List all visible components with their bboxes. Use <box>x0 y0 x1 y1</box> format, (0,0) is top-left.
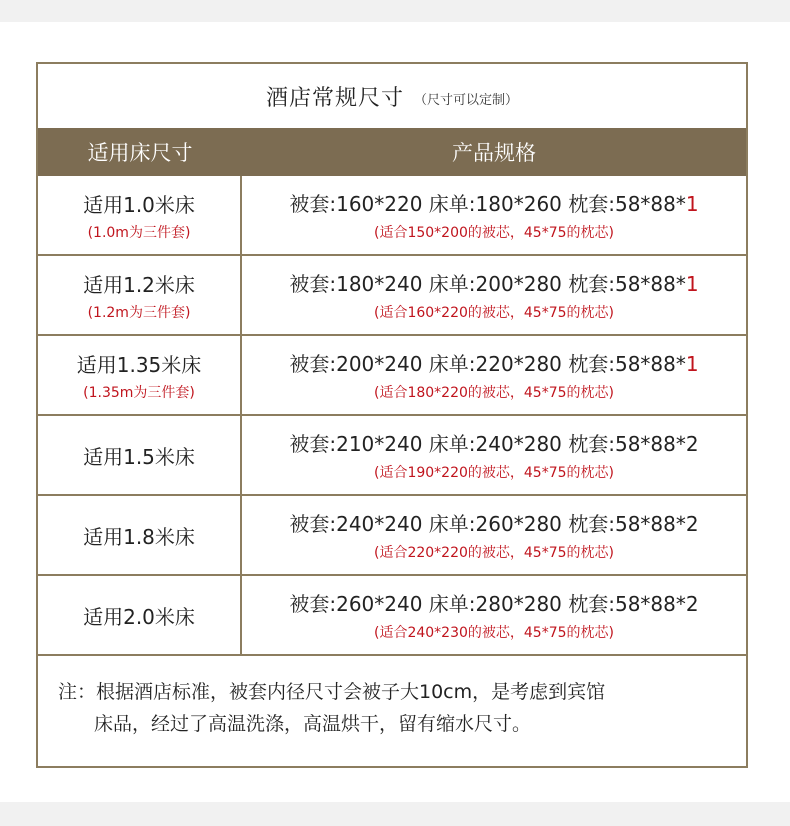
bed-size-cell <box>38 416 242 494</box>
title-sub: （尺寸可以定制） <box>414 92 519 108</box>
pillow-quantity: 2 <box>685 432 699 456</box>
spec-dimensions <box>289 348 698 377</box>
spec-dimensions-text: 被套:240*240 床单:260*280 枕套:58*88* <box>289 512 686 536</box>
bed-size-label: 适用1.35米床 <box>76 352 202 377</box>
bed-size-label: 适用1.2米床 <box>83 272 195 297</box>
footnote <box>38 658 746 766</box>
spec-filling-note: (适合180*220的被芯，45*75的枕芯) <box>374 385 614 401</box>
spec-cell <box>242 416 746 494</box>
footnote-line-1: 注：根据酒店标准，被套内径尺寸会被子大10cm，是考虑到宾馆 <box>58 681 606 703</box>
header-bed-size: 适用床尺寸 <box>87 141 193 165</box>
spec-dimensions-text: 被套:180*240 床单:200*280 枕套:58*88* <box>289 272 686 296</box>
table-title <box>38 64 746 128</box>
spec-dimensions <box>289 588 698 617</box>
spec-dimensions-text: 被套:160*220 床单:180*260 枕套:58*88* <box>289 192 686 216</box>
bed-set-note: (1.0m为三件套) <box>87 224 191 241</box>
bed-size-cell <box>38 336 242 414</box>
spec-dimensions <box>289 188 698 217</box>
spec-cell <box>242 256 746 334</box>
table-row <box>38 576 746 656</box>
pillow-quantity: 1 <box>685 272 699 296</box>
size-table <box>36 62 748 768</box>
title-main: 酒店常规尺寸 <box>265 85 404 111</box>
spec-filling-note: (适合220*220的被芯，45*75的枕芯) <box>374 545 614 561</box>
footnote-line-2: 床品，经过了高温洗涤，高温烘干，留有缩水尺寸。 <box>94 713 532 735</box>
spec-filling-note: (适合240*230的被芯，45*75的枕芯) <box>374 625 614 641</box>
bed-size-label: 适用1.0米床 <box>83 192 195 217</box>
size-card <box>0 22 790 802</box>
pillow-quantity: 1 <box>685 192 699 216</box>
bed-size-cell <box>38 576 242 654</box>
pillow-quantity: 2 <box>685 512 699 536</box>
pillow-quantity: 1 <box>685 352 699 376</box>
table-row <box>38 336 746 416</box>
bed-size-label: 适用1.5米床 <box>83 444 195 469</box>
spec-dimensions <box>289 268 698 297</box>
spec-dimensions <box>289 508 698 537</box>
spec-filling-note: (适合150*200的被芯，45*75的枕芯) <box>374 225 614 241</box>
table-row <box>38 256 746 336</box>
spec-dimensions-text: 被套:260*240 床单:280*280 枕套:58*88* <box>289 592 686 616</box>
table-row <box>38 416 746 496</box>
table-row <box>38 496 746 576</box>
spec-dimensions-text: 被套:200*240 床单:220*280 枕套:58*88* <box>289 352 686 376</box>
spec-filling-note: (适合160*220的被芯，45*75的枕芯) <box>374 305 614 321</box>
bed-size-cell <box>38 496 242 574</box>
table-row <box>38 176 746 256</box>
spec-cell <box>242 576 746 654</box>
bed-set-note: (1.2m为三件套) <box>87 304 191 321</box>
spec-cell <box>242 176 746 254</box>
header-spec: 产品规格 <box>452 141 536 165</box>
spec-cell <box>242 336 746 414</box>
spec-filling-note: (适合190*220的被芯，45*75的枕芯) <box>374 465 614 481</box>
bed-set-note: (1.35m为三件套) <box>83 384 195 401</box>
bed-size-cell <box>38 176 242 254</box>
bed-size-label: 适用1.8米床 <box>83 524 195 549</box>
pillow-quantity: 2 <box>685 592 699 616</box>
bed-size-cell <box>38 256 242 334</box>
spec-dimensions <box>289 428 698 457</box>
bed-size-label: 适用2.0米床 <box>83 604 195 629</box>
table-header <box>38 128 746 176</box>
spec-cell <box>242 496 746 574</box>
spec-dimensions-text: 被套:210*240 床单:240*280 枕套:58*88* <box>289 432 686 456</box>
